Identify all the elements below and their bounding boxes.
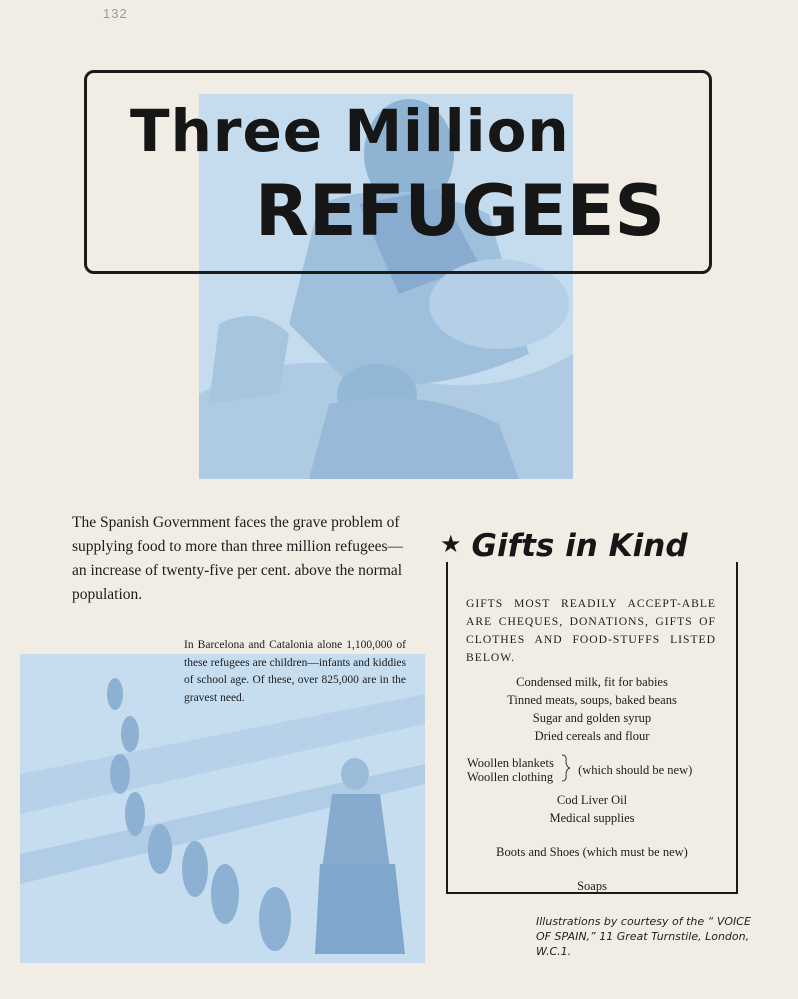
statistic-paragraph: In Barcelona and Catalonia alone 1,100,000 of these refugees are children—infants and kiddies of school age. Of these, over 825,000 are in the gravest need.	[184, 639, 406, 704]
star-icon: ★	[440, 530, 462, 558]
list-item: Medical supplies	[549, 811, 635, 825]
gifts-intro: GIFTS MOST READILY ACCEPT-ABLE ARE CHEQUES, DONATIONS, GIFTS OF CLOTHES AND FOOD-STUFFS LISTED BELOW.	[466, 597, 716, 664]
brace-icon	[561, 754, 571, 785]
list-item: Cod Liver Oil	[556, 793, 628, 807]
pencil-annotation: 132	[103, 6, 128, 21]
woollen-note: (which should be new)	[578, 762, 693, 777]
list-item: Sugar and golden syrup	[532, 711, 652, 725]
illustration-credit: Illustrations by courtesy of the “ VOICE OF SPAIN,” 11 Great Turnstile, London, W.C.1.	[536, 915, 751, 958]
list-item: Woollen clothing	[467, 769, 554, 784]
list-item: Soaps	[577, 879, 607, 893]
list-item: Dried cereals and flour	[534, 729, 650, 743]
title-line-1: Three Million	[130, 97, 570, 165]
list-item: Condensed milk, fit for babies	[516, 675, 668, 689]
list-item: Boots and Shoes (which must be new)	[496, 845, 688, 859]
list-item: Tinned meats, soups, baked beans	[507, 693, 677, 707]
list-item: Woollen blankets	[467, 755, 554, 770]
intro-paragraph: The Spanish Government faces the grave problem of supplying food to more than three million refugees—an increase of twenty-five per cent. above the normal population.	[72, 514, 404, 603]
woollen-group	[467, 754, 727, 785]
food-items-list	[446, 673, 738, 745]
title-line-2: REFUGEES	[255, 170, 665, 252]
other-items-list	[446, 791, 738, 895]
gifts-heading	[440, 528, 688, 564]
gifts-heading-text: Gifts in Kind	[471, 528, 688, 564]
